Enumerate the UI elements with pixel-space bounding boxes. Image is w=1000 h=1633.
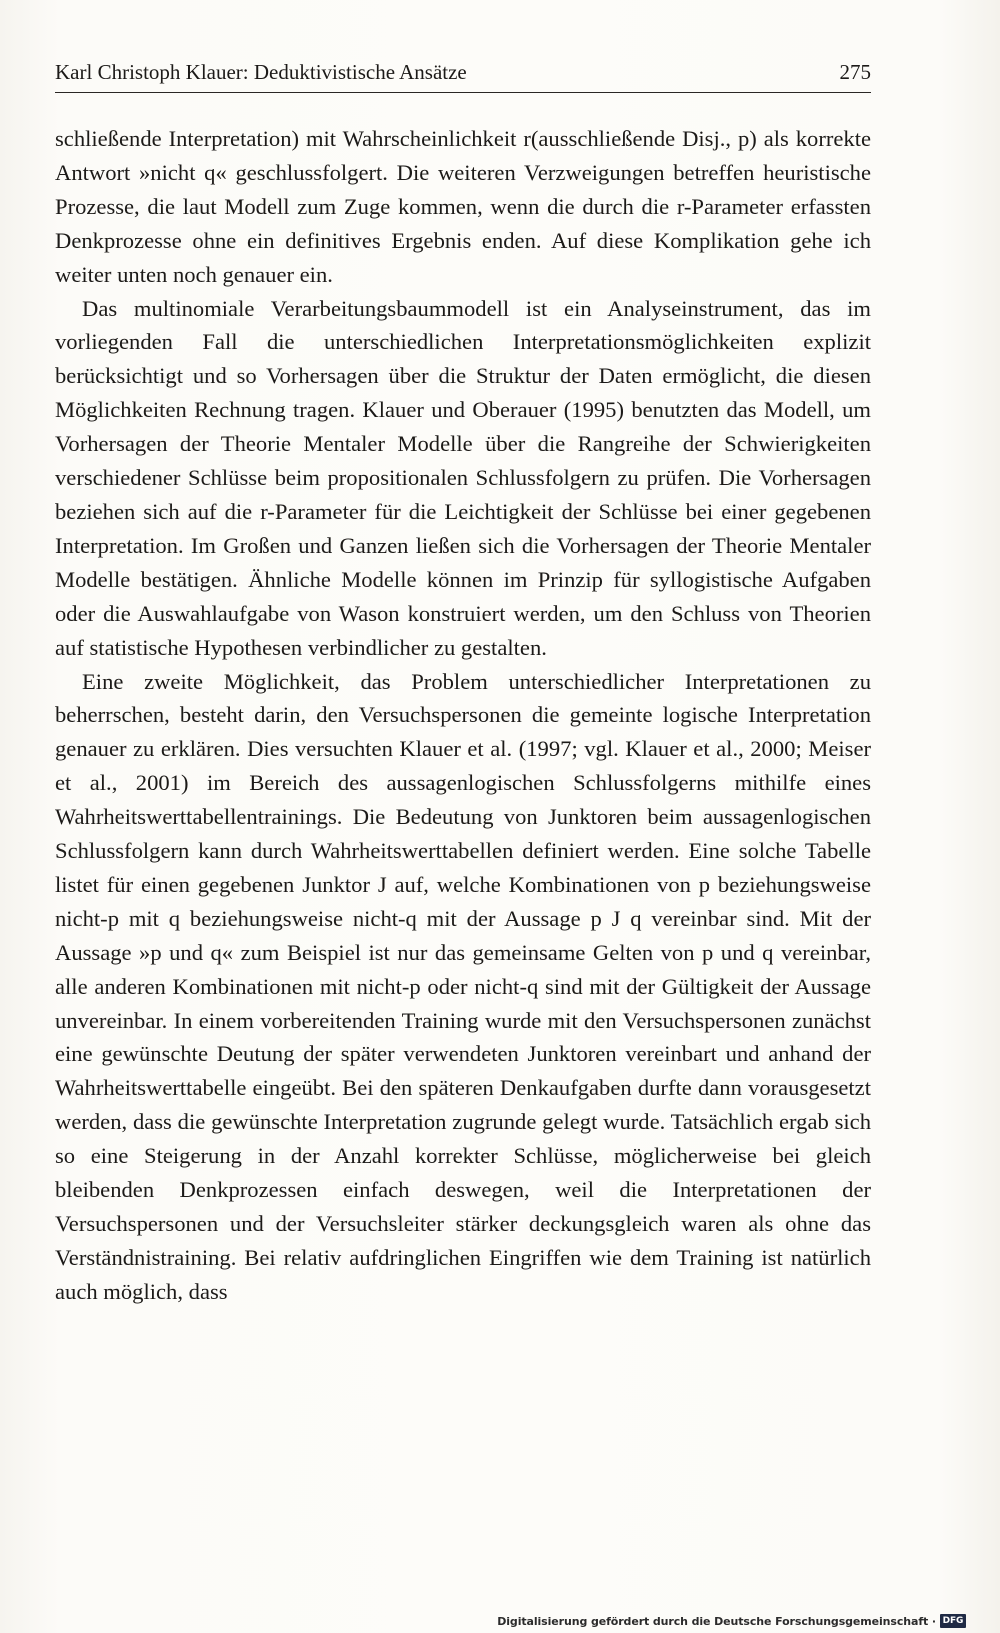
body-text — [55, 122, 871, 1309]
paragraph-continuation: schließende Interpretation) mit Wahrscheinlichkeit r(ausschließende Disj., p) als korrekte Antwort »nicht q« geschlussfolgert. Die weiteren Verzweigungen betreffen heuristische Prozesse, die laut Modell zum Zuge kommen, wenn die durch die r-Parameter erfassten Denkprozesse ohne ein definitives Ergebnis enden. Auf diese Komplikation gehe ich weiter unten noch genauer ein. — [55, 126, 871, 287]
dfg-logo: DFG — [940, 1614, 966, 1628]
page-number: 275 — [839, 60, 871, 84]
digitization-credit-text: Digitalisierung gefördert durch die Deutsche Forschungsgemeinschaft · — [497, 1614, 936, 1628]
digitization-credit — [497, 1614, 966, 1628]
paragraph: Eine zweite Möglichkeit, das Problem unterschiedlicher Interpretationen zu beherrschen, besteht darin, den Versuchspersonen die gemeinte logische Interpretation genauer zu erklären. Dies versuchten Klauer et al. (1997; vgl. Klauer et al., 2000; Meiser et al., 2001) im Bereich des aussagenlogischen Schlussfolgerns mithilfe eines Wahrheitswerttabellentrainings. Die Bedeutung von Junktoren beim aussagenlogischen Schlussfolgern kann durch Wahrheitswerttabellen definiert werden. Eine solche Tabelle listet für einen gegebenen Junktor J auf, welche Kombinationen von p beziehungsweise nicht-p mit q beziehungsweise nicht-q mit der Aussage p J q vereinbar sind. Mit der Aussage »p und q« zum Beispiel ist nur das gemeinsame Gelten von p und q vereinbar, alle anderen Kombinationen mit nicht-p oder nicht-q sind mit der Gültigkeit der Aussage unvereinbar. In einem vorbereitenden Training wurde mit den Versuchspersonen zunächst eine gewünschte Deutung der später verwendeten Junktoren vereinbart und anhand der Wahrheitswerttabelle eingeübt. Bei den späteren Denkaufgaben durfte dann vorausgesetzt werden, dass die gewünschte Interpretation zugrunde gelegt wurde. Tatsächlich ergab sich so eine Steigerung in der Anzahl korrekter Schlüsse, möglicherweise bei gleich bleibenden Denkprozessen einfach deswegen, weil die Interpretationen der Versuchspersonen und der Versuchsleiter stärker deckungsgleich waren als ohne das Verständnistraining. Bei relativ aufdringlichen Eingriffen wie dem Training ist natürlich auch möglich, dass — [55, 668, 871, 1304]
paragraph: Das multinomiale Verarbeitungsbaummodell ist ein Analyseinstrument, das im vorliegenden Fall die unterschiedlichen Interpretationsmöglichkeiten explizit berücksichtigt und so Vorhersagen über die Struktur der Daten ermöglicht, die diesen Möglichkeiten Rechnung tragen. Klauer und Oberauer (1995) benutzten das Modell, um Vorhersagen der Theorie Mentaler Modelle über die Rangreihe der Schwierigkeiten verschiedener Schlüsse beim propositionalen Schlussfolgern zu prüfen. Die Vorhersagen beziehen sich auf die r-Parameter für die Leichtigkeit der Schlüsse bei einer gegebenen Interpretation. Im Großen und Ganzen ließen sich die Vorhersagen der Theorie Mentaler Modelle bestätigen. Ähnliche Modelle können im Prinzip für syllogistische Aufgaben oder die Auswahlaufgabe von Wason konstruiert werden, um den Schluss von Theorien auf statistische Hypothesen verbindlicher zu gestalten. — [55, 295, 871, 660]
header-rule — [55, 92, 871, 93]
running-title: Karl Christoph Klauer: Deduktivistische Ansätze — [55, 60, 467, 84]
running-head — [55, 60, 871, 84]
